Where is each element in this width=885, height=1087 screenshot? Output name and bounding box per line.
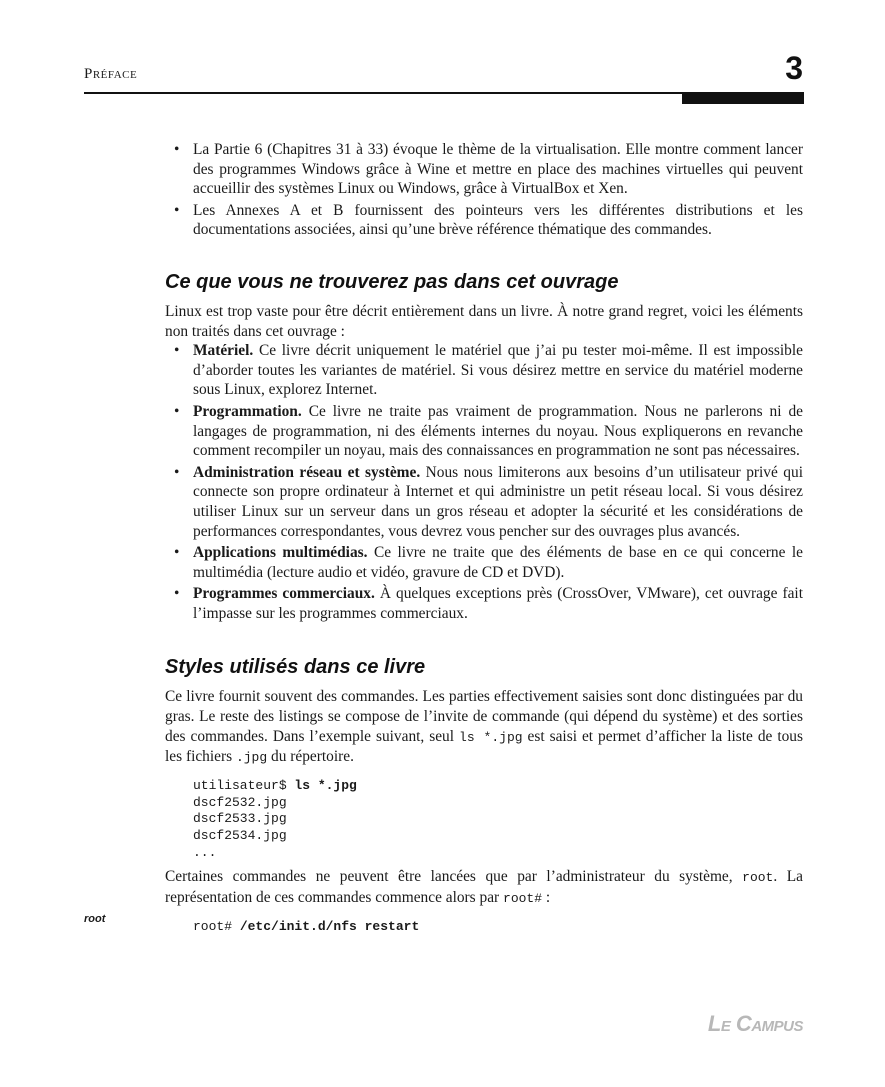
command-output-line: dscf2533.jpg bbox=[193, 811, 287, 827]
list-item: • La Partie 6 (Chapitres 31 à 33) évoque le thème de la virtualisation. Elle montre comment lancer des programmes Windows grâce à Wine et mettre en place des machines virtuelles qui peuvent accueillir des systèmes Linux ou Windows, grâce à VirtualBox et Xen. bbox=[165, 140, 803, 199]
typed-command: ls *.jpg bbox=[294, 777, 357, 793]
list-item-text: Nous nous limiterons aux besoins d’un utilisateur privé qui connecte son propre ordinateur à Internet et qui administre un petit réseau local. Si vous désirez utiliser Linux sur un serveur dans un gros réseau et adopter la sécurité et les considérations de performances correspondantes, vous devrez vous pencher sur des ouvrages plus avancés. bbox=[193, 463, 803, 540]
not-covered-list bbox=[165, 341, 803, 623]
code-listing-root bbox=[165, 919, 803, 936]
inline-code: .jpg bbox=[235, 750, 268, 766]
list-item-text: Ce livre ne traite que des éléments de base en ce qui concerne le multimédia (lecture audio et vidéo, gravure de CD et DVD). bbox=[193, 544, 803, 581]
typed-command: /etc/init.d/nfs restart bbox=[239, 918, 420, 934]
list-item-text: Ce livre ne traite pas vraiment de programmation. Nous ne parlerons ni de langages de programmation, ni des éléments internes du noyau. Nous expliquerons en revanche comment recompiler un noyau, mais des connaissances en programmation ne sont pas nécessaires. bbox=[193, 402, 803, 460]
list-item-term: Administration réseau et système. bbox=[193, 463, 421, 481]
inline-code: ls *.jpg bbox=[459, 729, 523, 745]
publisher-logo: Le Campus bbox=[707, 1011, 803, 1036]
root-paragraph: Certaines commandes ne peuvent être lancées que par l’administrateur du système, root. La représentation de ces commandes commence alors par root# : bbox=[165, 868, 803, 906]
list-item bbox=[165, 543, 803, 582]
command-output-line: ... bbox=[193, 844, 217, 860]
list-item: • Les Annexes A et B fournissent des pointeurs vers les différentes distributions et les documentations associées, ainsi qu’une brève référence thématique des commandes. bbox=[165, 201, 803, 240]
list-item-term: Matériel. bbox=[193, 342, 254, 360]
list-item bbox=[165, 341, 803, 400]
page-number: 3 bbox=[785, 50, 803, 86]
shell-prompt: utilisateur$ bbox=[193, 777, 295, 793]
list-item bbox=[165, 402, 803, 461]
running-head-title: Préface bbox=[84, 66, 138, 82]
list-item-text: À quelques exceptions près (CrossOver, VMware), cet ouvrage fait l’impasse sur les programmes commerciaux. bbox=[193, 585, 803, 622]
styles-paragraph: Ce livre fournit souvent des commandes. Les parties effectivement saisies sont donc distinguées par du gras. Le reste des listings se compose de l’invite de commande (qui dépend du système) et des sorties des commandes. Dans l’exemple suivant, seul ls *.jpg est saisi et permet d’afficher la liste de tous les fichiers .jpg du répertoire. bbox=[165, 688, 803, 766]
section-intro-paragraph: Linux est trop vaste pour être décrit entièrement dans un livre. À notre grand regret, voici les éléments non traités dans cet ouvrage : bbox=[165, 302, 803, 340]
header-tab-block bbox=[682, 94, 804, 104]
command-output-line: dscf2532.jpg bbox=[193, 794, 287, 810]
code-listing-ls bbox=[165, 778, 803, 862]
margin-note-root: root bbox=[84, 913, 106, 925]
list-item bbox=[165, 584, 803, 623]
inline-code: root# bbox=[503, 890, 543, 906]
section-heading-styles: Styles utilisés dans ce livre bbox=[165, 656, 426, 679]
command-output-line: dscf2534.jpg bbox=[193, 827, 287, 843]
section-heading-not-covered: Ce que vous ne trouverez pas dans cet ouvrage bbox=[165, 270, 619, 293]
list-item-text: Ce livre décrit uniquement le matériel que j’ai pu tester moi-même. Il est impossible d’aborder toutes les variantes de matériel. Si vous désirez mettre en service du matériel moderne sous Linux, explorez Internet. bbox=[193, 342, 803, 399]
shell-prompt: root# bbox=[193, 918, 240, 934]
list-item-term: Programmes commerciaux. bbox=[193, 585, 375, 603]
intro-bullet-list bbox=[165, 140, 803, 240]
page-content bbox=[165, 140, 803, 935]
list-item bbox=[165, 463, 803, 541]
list-item-term: Applications multimédias. bbox=[193, 544, 368, 562]
list-item-term: Programmation. bbox=[193, 402, 302, 420]
inline-code: root bbox=[742, 870, 774, 886]
